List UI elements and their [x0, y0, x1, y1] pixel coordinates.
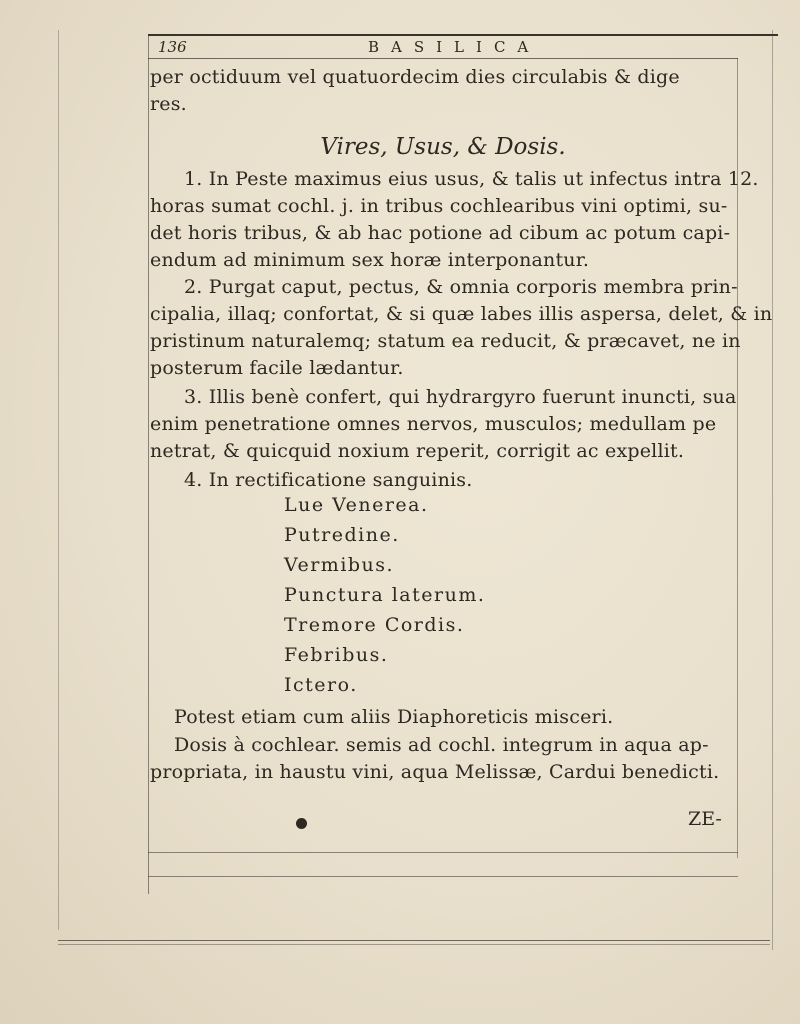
condition-item: Febribus.	[284, 644, 389, 666]
section-heading: Vires, Usus, & Dosis.	[320, 134, 566, 160]
text-line: res.	[150, 93, 187, 115]
paragraph-1-line: endum ad minimum sex horæ interponantur.	[150, 249, 590, 271]
paragraph-3-line: netrat, & quicquid noxium reperit, corrigit ac expellit.	[150, 440, 685, 462]
bottom-rule-2	[148, 876, 738, 877]
page-edge-rule	[58, 940, 770, 941]
paragraph-2-line: 2. Purgat caput, pectus, & omnia corporis membra prin-	[184, 276, 738, 298]
top-rule	[148, 34, 778, 36]
condition-item: Putredine.	[284, 524, 400, 546]
condition-item: Tremore Cordis.	[284, 614, 465, 636]
bottom-rule	[148, 852, 738, 853]
paragraph-3-line: 3. Illis benè confert, qui hydrargyro fuerunt inuncti, sua	[184, 386, 737, 408]
paragraph-1-line: det horis tribus, & ab hac potione ad cibum ac potum capi-	[150, 222, 731, 244]
condition-item: Punctura laterum.	[284, 584, 486, 606]
condition-item: Ictero.	[284, 674, 358, 696]
text-line: per octiduum vel quatuordecim dies circulabis & dige	[150, 66, 680, 88]
paragraph-1-line: 1. In Peste maximus eius usus, & talis ut infectus intra 12.	[184, 168, 759, 190]
page-header	[158, 38, 738, 60]
paragraph-2-line: posterum facile lædantur.	[150, 357, 404, 379]
paragraph-6-line: Dosis à cochlear. semis ad cochl. integrum in aqua ap-	[174, 734, 709, 756]
running-head: BASILICA	[368, 38, 541, 56]
outer-left-edge	[58, 30, 59, 930]
paragraph-3-line: enim penetratione omnes nervos, musculos; medullam pe	[150, 413, 717, 435]
paragraph-4-line: 4. In rectificatione sanguinis.	[184, 469, 473, 491]
condition-item: Vermibus.	[284, 554, 395, 576]
page-number: 136	[158, 38, 187, 56]
paragraph-2-line: pristinum naturalemq; statum ea reducit, & præcavet, ne in	[150, 330, 741, 352]
paragraph-1-line: horas sumat cochl. j. in tribus cochlearibus vini optimi, su-	[150, 195, 728, 217]
bullet-ornament-icon	[296, 818, 307, 829]
paragraph-5-line: Potest etiam cum aliis Diaphoreticis misceri.	[174, 706, 614, 728]
page-edge-rule-2	[58, 944, 770, 945]
outer-right-edge	[772, 30, 773, 950]
left-margin-rule	[148, 34, 149, 894]
paragraph-2-line: cipalia, illaq; confortat, & si quæ labes illis aspersa, delet, & in	[150, 303, 773, 325]
condition-item: Lue Venerea.	[284, 494, 429, 516]
paragraph-6-line: propriata, in haustu vini, aqua Melissæ, Cardui benedicti.	[150, 761, 720, 783]
catchword: ZE-	[688, 808, 722, 830]
